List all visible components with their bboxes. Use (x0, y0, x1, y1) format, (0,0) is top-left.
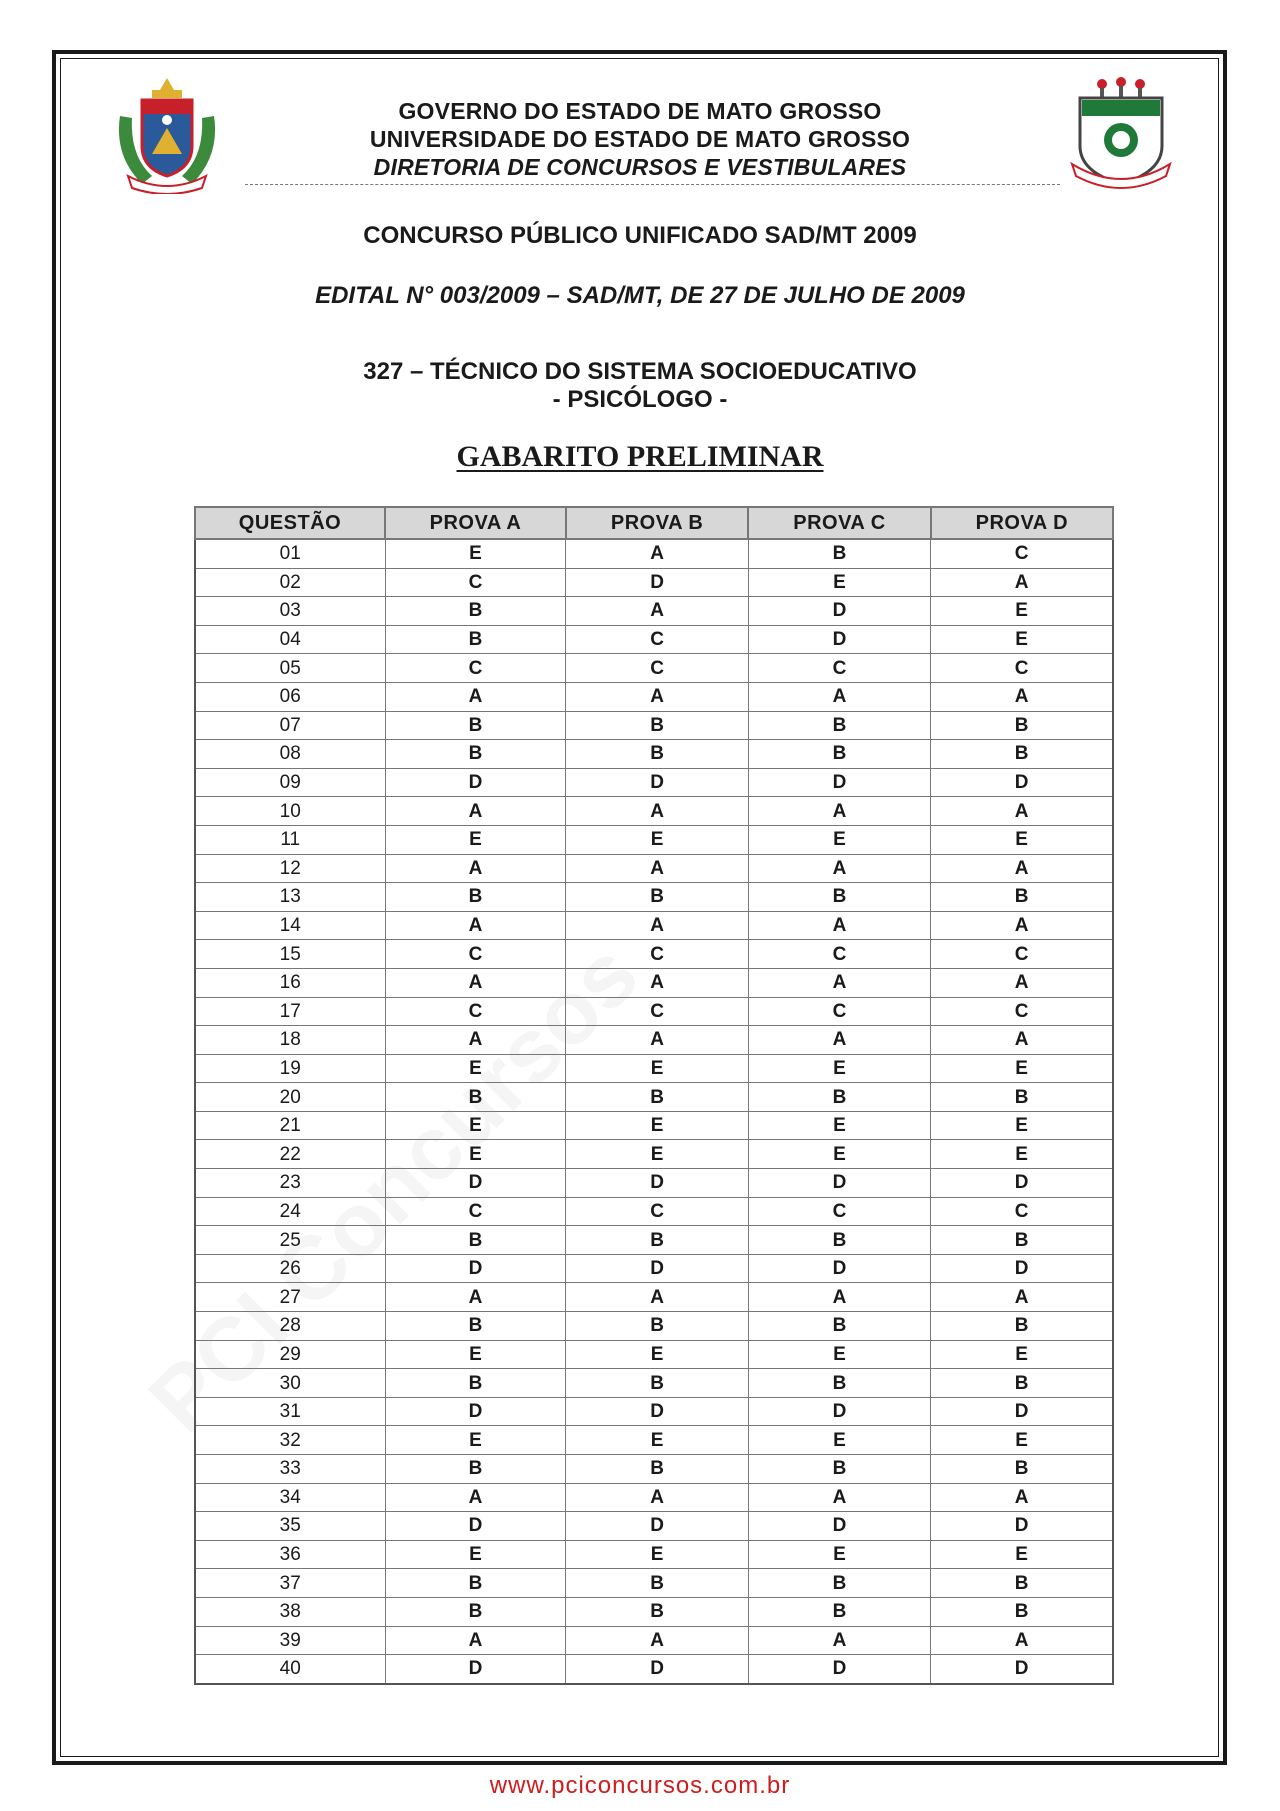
answer-cell: E (931, 1140, 1113, 1169)
table-row (195, 1512, 1113, 1541)
answer-cell: C (566, 940, 748, 969)
answer-cell: D (748, 1169, 930, 1198)
answer-cell: E (748, 1426, 930, 1455)
table-row (195, 597, 1113, 626)
answer-cell: B (566, 1312, 748, 1341)
question-number-cell: 28 (195, 1312, 385, 1341)
answer-cell: D (748, 597, 930, 626)
answer-cell: E (566, 1054, 748, 1083)
answer-cell: B (748, 883, 930, 912)
answer-cell: D (566, 1512, 748, 1541)
table-row (195, 940, 1113, 969)
answer-cell: A (385, 968, 566, 997)
answer-cell: C (748, 940, 930, 969)
answer-cell: E (931, 1111, 1113, 1140)
answer-cell: E (931, 597, 1113, 626)
question-number-cell: 15 (195, 940, 385, 969)
answer-cell: E (931, 825, 1113, 854)
footer-url-link[interactable]: www.pciconcursos.com.br (489, 1772, 791, 1799)
answer-cell: B (931, 883, 1113, 912)
question-number-cell: 23 (195, 1169, 385, 1198)
answer-cell: E (931, 625, 1113, 654)
answer-cell: C (566, 1197, 748, 1226)
question-number-cell: 26 (195, 1254, 385, 1283)
question-number-cell: 21 (195, 1111, 385, 1140)
table-row (195, 1312, 1113, 1341)
question-number-cell: 08 (195, 740, 385, 769)
answer-cell: A (566, 1283, 748, 1312)
question-number-cell: 38 (195, 1597, 385, 1626)
answer-cell: D (931, 1512, 1113, 1541)
table-row (195, 1426, 1113, 1455)
answer-cell: C (385, 568, 566, 597)
answer-cell: A (748, 968, 930, 997)
answer-cell: D (748, 1512, 930, 1541)
answer-cell: A (748, 1026, 930, 1055)
answer-cell: B (385, 1083, 566, 1112)
answer-cell: A (748, 1283, 930, 1312)
question-number-cell: 33 (195, 1455, 385, 1484)
answer-cell: C (931, 654, 1113, 683)
table-row (195, 1483, 1113, 1512)
answer-cell: D (931, 1655, 1113, 1684)
answer-rows (195, 539, 1113, 1684)
table-row (195, 1540, 1113, 1569)
table-row (195, 911, 1113, 940)
question-number-cell: 09 (195, 768, 385, 797)
answer-cell: C (748, 654, 930, 683)
answer-cell: C (931, 997, 1113, 1026)
edital-title: EDITAL N° 003/2009 – SAD/MT, DE 27 DE JULHO DE 2009 (315, 282, 965, 309)
answer-cell: A (385, 854, 566, 883)
question-number-cell: 30 (195, 1369, 385, 1398)
answer-cell: D (566, 568, 748, 597)
answer-cell: B (931, 711, 1113, 740)
table-row (195, 1569, 1113, 1598)
table-row (195, 711, 1113, 740)
table-row (195, 1455, 1113, 1484)
answer-cell: A (748, 911, 930, 940)
table-row (195, 825, 1113, 854)
answer-cell: E (385, 1426, 566, 1455)
answer-cell: A (566, 911, 748, 940)
answer-cell: D (566, 768, 748, 797)
table-row (195, 1369, 1113, 1398)
question-number-cell: 40 (195, 1655, 385, 1684)
table-row (195, 1197, 1113, 1226)
answer-cell: D (748, 1254, 930, 1283)
answer-cell: D (566, 1254, 748, 1283)
answer-cell: B (566, 1455, 748, 1484)
answer-cell: A (931, 568, 1113, 597)
header-university-line: UNIVERSIDADE DO ESTADO DE MATO GROSSO (369, 126, 911, 152)
answer-cell: C (385, 940, 566, 969)
question-number-cell: 17 (195, 997, 385, 1026)
table-row (195, 1254, 1113, 1283)
answer-cell: B (385, 625, 566, 654)
question-number-cell: 19 (195, 1054, 385, 1083)
answer-cell: A (931, 797, 1113, 826)
answer-cell: A (385, 1283, 566, 1312)
question-number-cell: 37 (195, 1569, 385, 1598)
answer-cell: A (566, 1483, 748, 1512)
question-number-cell: 35 (195, 1512, 385, 1541)
answer-cell: D (931, 1169, 1113, 1198)
answer-cell: B (566, 883, 748, 912)
table-row (195, 883, 1113, 912)
question-number-cell: 34 (195, 1483, 385, 1512)
table-row (195, 1111, 1113, 1140)
question-number-cell: 06 (195, 682, 385, 711)
answer-cell: A (385, 1483, 566, 1512)
answer-cell: A (748, 854, 930, 883)
answer-cell: B (385, 1569, 566, 1598)
header-government-line: GOVERNO DO ESTADO DE MATO GROSSO (398, 98, 882, 124)
answer-cell: B (931, 1569, 1113, 1598)
answer-cell: C (931, 940, 1113, 969)
answer-cell: B (566, 1083, 748, 1112)
gabarito-heading-text: GABARITO PRELIMINAR (456, 440, 824, 473)
question-number-cell: 36 (195, 1540, 385, 1569)
question-number-cell: 18 (195, 1026, 385, 1055)
table-row (195, 1169, 1113, 1198)
answer-cell: B (748, 1226, 930, 1255)
question-number-cell: 04 (195, 625, 385, 654)
answer-cell: B (931, 740, 1113, 769)
answer-cell: A (748, 682, 930, 711)
answer-cell: C (385, 997, 566, 1026)
question-number-cell: 11 (195, 825, 385, 854)
answer-cell: A (931, 1626, 1113, 1655)
answer-cell: B (566, 1369, 748, 1398)
table-row (195, 568, 1113, 597)
answer-cell: A (931, 682, 1113, 711)
answer-cell: E (748, 1140, 930, 1169)
question-number-cell: 07 (195, 711, 385, 740)
table-row (195, 1140, 1113, 1169)
role-title: 327 – TÉCNICO DO SISTEMA SOCIOEDUCATIVO (363, 358, 917, 385)
answer-cell: A (385, 682, 566, 711)
answer-cell: D (385, 1655, 566, 1684)
answer-cell: E (385, 1054, 566, 1083)
answer-cell: A (566, 968, 748, 997)
question-number-cell: 01 (195, 539, 385, 568)
answer-cell: B (748, 1569, 930, 1598)
answer-cell: D (385, 1512, 566, 1541)
answer-cell: A (385, 911, 566, 940)
answer-cell: B (931, 1597, 1113, 1626)
table-row (195, 539, 1113, 568)
answer-cell: C (385, 654, 566, 683)
column-header: PROVA B (566, 507, 748, 539)
answer-cell: A (748, 1626, 930, 1655)
answer-cell: D (748, 1397, 930, 1426)
question-number-cell: 27 (195, 1283, 385, 1312)
table-row (195, 997, 1113, 1026)
column-header: PROVA C (748, 507, 930, 539)
answer-cell: E (566, 1426, 748, 1455)
answer-cell: E (385, 825, 566, 854)
question-number-cell: 39 (195, 1626, 385, 1655)
answer-cell: C (566, 654, 748, 683)
answer-cell: A (931, 854, 1113, 883)
answer-cell: A (931, 911, 1113, 940)
answer-cell: D (385, 1169, 566, 1198)
answer-cell: B (931, 1083, 1113, 1112)
table-row (195, 1026, 1113, 1055)
answer-cell: D (385, 1254, 566, 1283)
unemat-seal-icon (1066, 76, 1176, 194)
answer-cell: D (748, 625, 930, 654)
answer-cell: A (566, 682, 748, 711)
question-number-cell: 14 (195, 911, 385, 940)
answer-cell: D (931, 1254, 1113, 1283)
answer-cell: B (748, 539, 930, 568)
answer-cell: B (748, 1369, 930, 1398)
answer-cell: E (566, 1111, 748, 1140)
answer-cell: A (566, 597, 748, 626)
answer-cell: A (566, 854, 748, 883)
answer-cell: E (385, 1111, 566, 1140)
answer-cell: B (385, 597, 566, 626)
answer-cell: A (566, 1626, 748, 1655)
answer-cell: E (748, 1111, 930, 1140)
table-row (195, 625, 1113, 654)
question-number-cell: 31 (195, 1397, 385, 1426)
answer-cell: E (566, 825, 748, 854)
question-number-cell: 10 (195, 797, 385, 826)
question-number-cell: 05 (195, 654, 385, 683)
table-row (195, 1226, 1113, 1255)
column-header: QUESTÃO (195, 507, 385, 539)
answer-cell: E (385, 1540, 566, 1569)
answer-cell: E (385, 1140, 566, 1169)
answer-cell: B (385, 711, 566, 740)
table-row (195, 1340, 1113, 1369)
answer-cell: A (931, 1283, 1113, 1312)
column-header: PROVA A (385, 507, 566, 539)
answer-cell: A (748, 797, 930, 826)
question-number-cell: 24 (195, 1197, 385, 1226)
question-number-cell: 16 (195, 968, 385, 997)
answer-cell: A (931, 1026, 1113, 1055)
answer-cell: B (385, 1455, 566, 1484)
answer-cell: A (931, 968, 1113, 997)
answer-cell: B (566, 1226, 748, 1255)
answer-cell: A (566, 539, 748, 568)
answer-cell: C (385, 1197, 566, 1226)
question-number-cell: 13 (195, 883, 385, 912)
answer-cell: B (385, 1312, 566, 1341)
role-subtitle: - PSICÓLOGO - (552, 386, 728, 413)
table-row (195, 1283, 1113, 1312)
question-number-cell: 20 (195, 1083, 385, 1112)
table-header-row (195, 507, 1113, 539)
answer-cell: B (931, 1226, 1113, 1255)
table-row (195, 1083, 1113, 1112)
answer-cell: E (385, 1340, 566, 1369)
answer-cell: D (748, 1655, 930, 1684)
answer-cell: B (385, 1369, 566, 1398)
table-row (195, 968, 1113, 997)
mato-grosso-coat-of-arms-icon (112, 76, 222, 194)
answer-cell: A (566, 1026, 748, 1055)
question-number-cell: 22 (195, 1140, 385, 1169)
answer-cell: B (748, 711, 930, 740)
answer-cell: E (748, 1540, 930, 1569)
answer-cell: B (748, 1083, 930, 1112)
header-divider (245, 184, 1060, 185)
answer-cell: B (748, 1312, 930, 1341)
answer-key-table (194, 506, 1114, 1685)
answer-cell: B (748, 740, 930, 769)
answer-cell: A (385, 1626, 566, 1655)
contest-title: CONCURSO PÚBLICO UNIFICADO SAD/MT 2009 (363, 222, 917, 249)
table-row (195, 854, 1113, 883)
answer-cell: B (385, 1226, 566, 1255)
answer-cell: C (566, 625, 748, 654)
question-number-cell: 12 (195, 854, 385, 883)
answer-cell: C (931, 539, 1113, 568)
question-number-cell: 32 (195, 1426, 385, 1455)
answer-cell: C (931, 1197, 1113, 1226)
answer-cell: B (748, 1597, 930, 1626)
answer-cell: B (566, 1569, 748, 1598)
answer-cell: B (931, 1312, 1113, 1341)
answer-cell: D (566, 1169, 748, 1198)
table-row (195, 682, 1113, 711)
question-number-cell: 29 (195, 1340, 385, 1369)
answer-cell: B (748, 1455, 930, 1484)
answer-cell: D (931, 1397, 1113, 1426)
table-row (195, 654, 1113, 683)
answer-cell: D (566, 1397, 748, 1426)
answer-cell: E (931, 1426, 1113, 1455)
header-directorate-line: DIRETORIA DE CONCURSOS E VESTIBULARES (373, 154, 907, 180)
answer-cell: E (566, 1340, 748, 1369)
table-row (195, 1397, 1113, 1426)
answer-cell: A (748, 1483, 930, 1512)
answer-cell: B (385, 1597, 566, 1626)
answer-cell: B (566, 1597, 748, 1626)
answer-cell: A (931, 1483, 1113, 1512)
answer-cell: E (748, 568, 930, 597)
answer-cell: B (566, 740, 748, 769)
table-row (195, 1626, 1113, 1655)
answer-cell: A (385, 797, 566, 826)
question-number-cell: 03 (195, 597, 385, 626)
answer-cell: B (931, 1369, 1113, 1398)
table-row (195, 1054, 1113, 1083)
answer-cell: D (566, 1655, 748, 1684)
answer-cell: B (385, 883, 566, 912)
answer-cell: C (748, 997, 930, 1026)
column-header: PROVA D (931, 507, 1113, 539)
table-row (195, 740, 1113, 769)
answer-cell: E (385, 539, 566, 568)
gabarito-heading (100, 440, 1180, 474)
answer-cell: D (385, 768, 566, 797)
answer-cell: B (566, 711, 748, 740)
answer-cell: E (931, 1340, 1113, 1369)
answer-cell: D (748, 768, 930, 797)
table-row (195, 797, 1113, 826)
answer-cell: E (748, 825, 930, 854)
answer-cell: C (748, 1197, 930, 1226)
answer-cell: D (385, 1397, 566, 1426)
answer-cell: E (931, 1054, 1113, 1083)
answer-cell: C (566, 997, 748, 1026)
answer-cell: A (566, 797, 748, 826)
answer-cell: E (566, 1140, 748, 1169)
table-row (195, 1597, 1113, 1626)
table-row (195, 1655, 1113, 1684)
answer-cell: B (385, 740, 566, 769)
answer-cell: E (931, 1540, 1113, 1569)
question-number-cell: 02 (195, 568, 385, 597)
question-number-cell: 25 (195, 1226, 385, 1255)
answer-cell: A (385, 1026, 566, 1055)
answer-cell: E (748, 1340, 930, 1369)
answer-cell: B (931, 1455, 1113, 1484)
table-row (195, 768, 1113, 797)
answer-cell: E (748, 1054, 930, 1083)
answer-cell: D (931, 768, 1113, 797)
answer-cell: E (566, 1540, 748, 1569)
